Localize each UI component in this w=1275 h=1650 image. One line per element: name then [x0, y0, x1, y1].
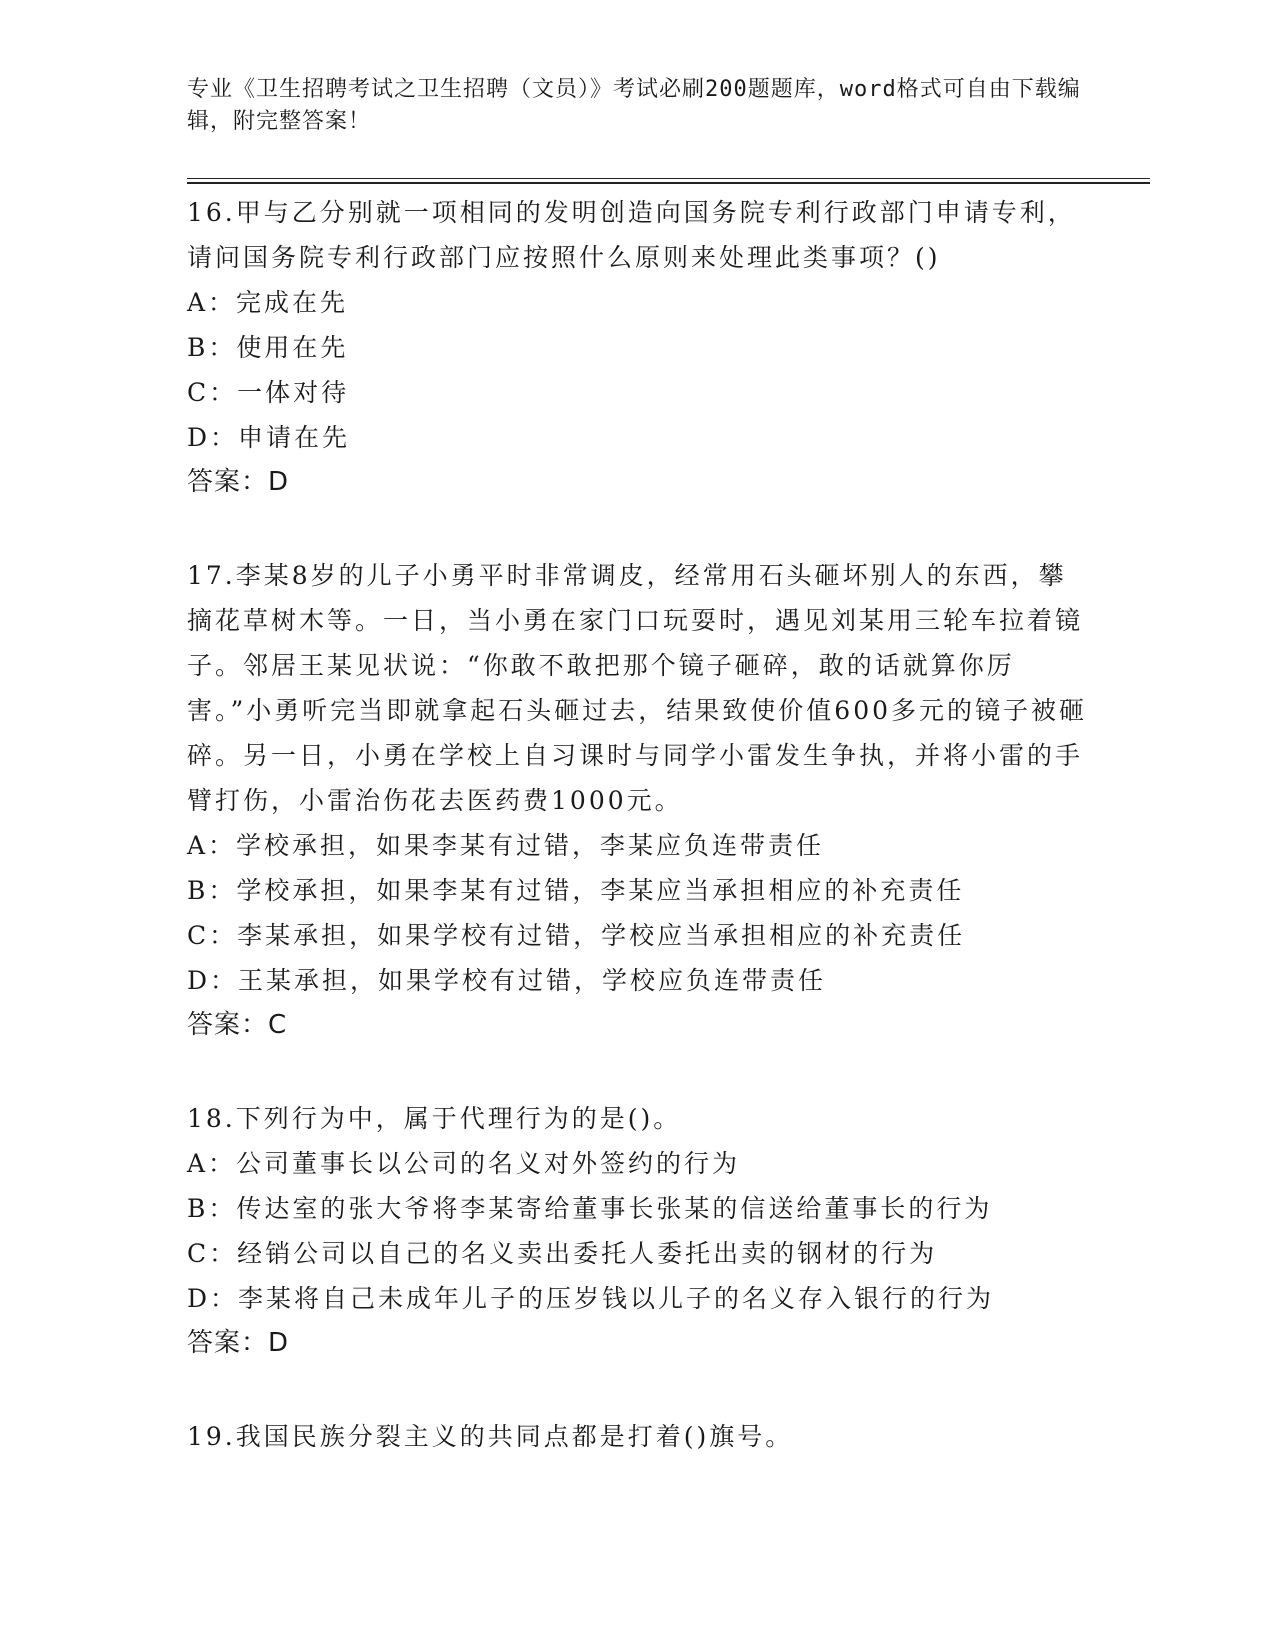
option-b: B：传达室的张大爷将李某寄给董事长张某的信送给董事长的行为	[187, 1194, 993, 1223]
question-18	[187, 1096, 1087, 1366]
option-c: C：李某承担，如果学校有过错，学校应当承担相应的补充责任	[187, 921, 966, 950]
option-b: B：使用在先	[187, 333, 349, 362]
question-17	[187, 553, 1087, 1048]
header-divider-thin	[187, 178, 1150, 179]
header-divider-thick	[187, 182, 1150, 184]
question-text: 16.甲与乙分别就一项相同的发明创造向国务院专利行政部门申请专利，请问国务院专利行政部门应按照什么原则来处理此类事项？()	[187, 198, 1076, 272]
question-16	[187, 190, 1087, 505]
option-d: D：李某将自己未成年儿子的压岁钱以儿子的名义存入银行的行为	[187, 1284, 995, 1313]
option-a: A：公司董事长以公司的名义对外签约的行为	[187, 1149, 741, 1178]
question-text: 17.李某8岁的儿子小勇平时非常调皮，经常用石头砸坏别人的东西，攀摘花草树木等。一日，当小勇在家门口玩耍时，遇见刘某用三轮车拉着镜子。邻居王某见状说：“你敢不敢把那个镜子砸碎，敢的话就算你厉害。”小勇听完当即就拿起石头砸过去，结果致使价值600多元的镜子被砸碎。另一日，小勇在学校上自习课时与同学小雷发生争执，并将小雷的手臂打伤，小雷治伤花去医药费1000元。	[187, 561, 1088, 815]
option-list	[187, 823, 1087, 1003]
question-list	[187, 190, 1087, 1507]
answer-label: 答案：D	[187, 1328, 290, 1358]
option-c: C：经销公司以自己的名义卖出委托人委托出卖的钢材的行为	[187, 1239, 938, 1268]
option-a: A：学校承担，如果李某有过错，李某应负连带责任	[187, 831, 825, 860]
option-b: B：学校承担，如果李某有过错，李某应当承担相应的补充责任	[187, 876, 965, 905]
document-header: 专业《卫生招聘考试之卫生招聘（文员）》考试必刷200题题库，word格式可自由下载编辑，附完整答案！	[187, 77, 1081, 134]
option-a: A：完成在先	[187, 288, 349, 317]
answer-label: 答案：C	[187, 1010, 288, 1040]
option-list	[187, 280, 1087, 460]
question-19	[187, 1414, 1087, 1459]
answer-label: 答案：D	[187, 467, 290, 497]
question-text: 18.下列行为中，属于代理行为的是()。	[187, 1104, 682, 1133]
question-text: 19.我国民族分裂主义的共同点都是打着()旗号。	[187, 1422, 794, 1451]
option-d: D：申请在先	[187, 423, 351, 452]
option-list	[187, 1141, 1087, 1321]
option-d: D：王某承担，如果学校有过错，学校应负连带责任	[187, 966, 827, 995]
option-c: C：一体对待	[187, 378, 350, 407]
